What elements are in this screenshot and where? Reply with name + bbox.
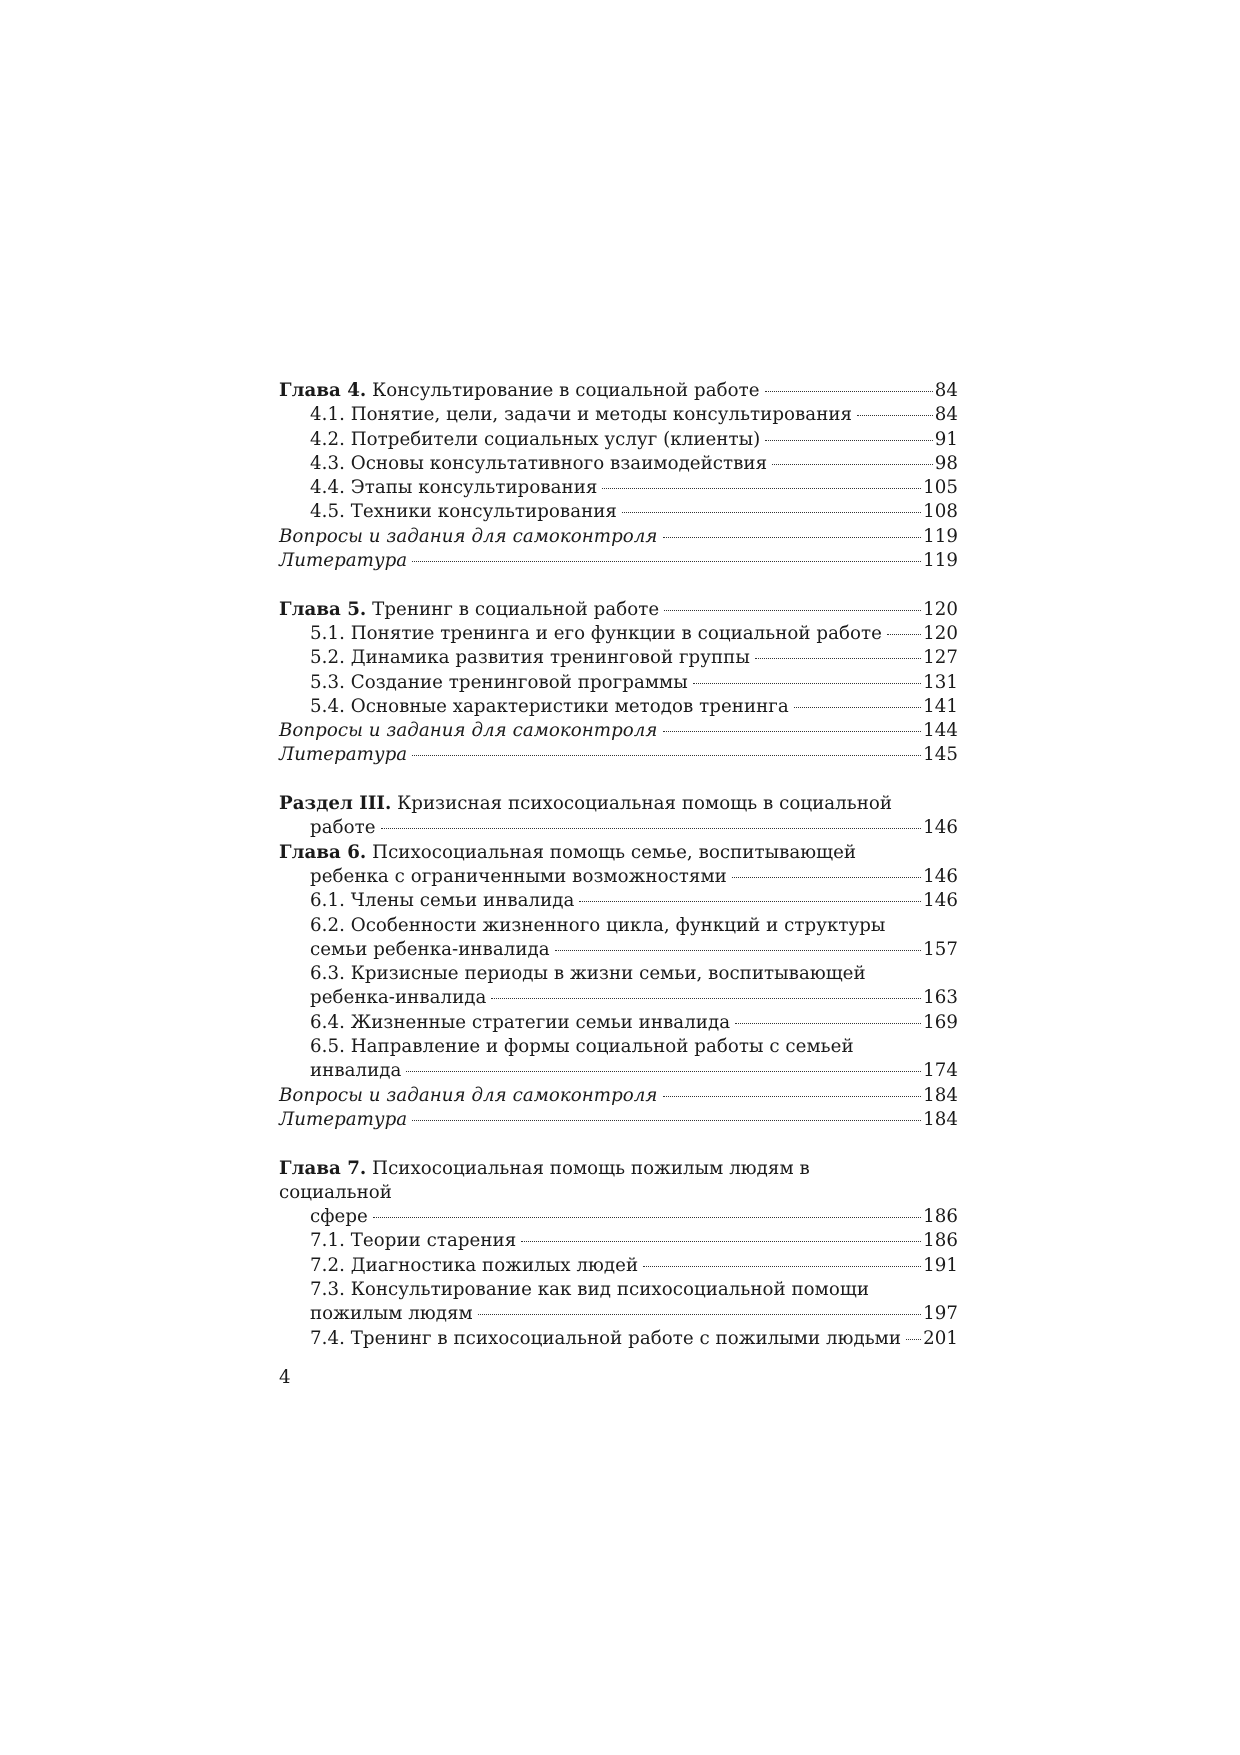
toc-page-number: 119 bbox=[923, 525, 958, 547]
toc-block bbox=[279, 598, 958, 768]
toc-section-entry[interactable] bbox=[279, 671, 958, 695]
dot-leader bbox=[663, 537, 922, 538]
toc-entry-title: 6.3. Кризисные периоды в жизни семьи, воспитывающей bbox=[310, 963, 866, 985]
toc-page-number: 184 bbox=[923, 1084, 958, 1106]
toc-page-number: 141 bbox=[923, 695, 958, 717]
dot-leader bbox=[664, 610, 921, 611]
toc-page-number: 98 bbox=[934, 452, 958, 474]
dot-leader bbox=[406, 1071, 921, 1072]
dot-leader bbox=[602, 488, 921, 489]
toc-block bbox=[279, 792, 958, 1132]
toc-section-entry[interactable] bbox=[279, 1035, 958, 1084]
toc-section-entry[interactable] bbox=[279, 452, 958, 476]
toc-block bbox=[279, 1157, 958, 1351]
dot-leader bbox=[643, 1266, 921, 1267]
dot-leader bbox=[521, 1241, 921, 1242]
dot-leader bbox=[772, 464, 933, 465]
toc-entry-title: 7.2. Диагностика пожилых людей bbox=[310, 1254, 639, 1276]
dot-leader bbox=[906, 1339, 921, 1340]
toc-entry-title: 7.4. Тренинг в психосоциальной работе с пожилыми людьми bbox=[310, 1327, 902, 1349]
toc-entry-title: инвалида bbox=[310, 1060, 402, 1082]
dot-leader bbox=[373, 1217, 921, 1218]
toc-entry-title: 7.3. Консультирование как вид психосоциальной помощи bbox=[310, 1278, 869, 1300]
toc-backmatter-entry[interactable] bbox=[279, 743, 958, 767]
toc-page-number: 119 bbox=[923, 550, 958, 572]
toc-entry-title: 4.2. Потребители социальных услуг (клиенты) bbox=[310, 428, 761, 450]
toc-page-number: 105 bbox=[923, 477, 958, 499]
toc-page-number: 169 bbox=[923, 1011, 958, 1033]
toc-page-number: 197 bbox=[923, 1303, 958, 1325]
dot-leader bbox=[579, 901, 921, 902]
dot-leader bbox=[765, 391, 933, 392]
toc-page-number: 186 bbox=[923, 1206, 958, 1228]
toc-entry-label: Глава 7. bbox=[279, 1157, 367, 1179]
toc-entry-title: 5.4. Основные характеристики методов тренинга bbox=[310, 695, 789, 717]
toc-section-entry[interactable] bbox=[279, 1011, 958, 1035]
toc-chapter-entry[interactable] bbox=[279, 1157, 958, 1230]
toc-section-entry[interactable] bbox=[279, 1327, 958, 1351]
toc-backmatter-entry[interactable] bbox=[279, 549, 958, 573]
dot-leader bbox=[412, 561, 921, 562]
toc-section-entry[interactable] bbox=[279, 476, 958, 500]
toc-page-number: 201 bbox=[923, 1327, 958, 1349]
toc-section-entry[interactable] bbox=[279, 889, 958, 913]
toc-section-entry[interactable] bbox=[279, 428, 958, 452]
toc-chapter-entry[interactable] bbox=[279, 792, 958, 841]
toc-section-entry[interactable] bbox=[279, 646, 958, 670]
dot-leader bbox=[765, 440, 932, 441]
toc-entry-title: 7.1. Теории старения bbox=[310, 1230, 517, 1252]
toc-entry-title: Консультирование в социальной работе bbox=[372, 380, 760, 401]
toc-chapter-entry[interactable] bbox=[279, 379, 958, 403]
dot-leader bbox=[794, 707, 921, 708]
toc-page-number: 131 bbox=[923, 671, 958, 693]
toc-page-number: 84 bbox=[934, 404, 958, 426]
dot-leader bbox=[491, 998, 921, 999]
toc-page-number: 146 bbox=[923, 817, 958, 839]
toc-entry-title: Литература bbox=[279, 744, 408, 766]
toc-page-number: 127 bbox=[923, 647, 958, 669]
dot-leader bbox=[663, 1096, 922, 1097]
toc-entry-title: 6.2. Особенности жизненного цикла, функций и структуры bbox=[310, 914, 886, 936]
toc-entry-title: Вопросы и задания для самоконтроля bbox=[279, 525, 658, 547]
toc-backmatter-entry[interactable] bbox=[279, 1084, 958, 1108]
dot-leader bbox=[732, 877, 921, 878]
toc-section-entry[interactable] bbox=[279, 914, 958, 963]
toc-page-number: 157 bbox=[923, 938, 958, 960]
toc-entry-label: Глава 5. bbox=[279, 598, 367, 620]
dot-leader bbox=[693, 683, 921, 684]
toc-section-entry[interactable] bbox=[279, 622, 958, 646]
dot-leader bbox=[857, 415, 933, 416]
toc-page-number: 146 bbox=[923, 865, 958, 887]
toc-entry-title: 4.4. Этапы консультирования bbox=[310, 477, 598, 499]
toc-section-entry[interactable] bbox=[279, 500, 958, 524]
toc-page-number: 191 bbox=[923, 1254, 958, 1276]
toc-entry-title: сфере bbox=[310, 1206, 368, 1228]
toc-chapter-entry[interactable] bbox=[279, 598, 958, 622]
toc-backmatter-entry[interactable] bbox=[279, 719, 958, 743]
dot-leader bbox=[478, 1314, 921, 1315]
toc-section-entry[interactable] bbox=[279, 1229, 958, 1253]
toc-entry-title: Тренинг в социальной работе bbox=[372, 598, 660, 620]
dot-leader bbox=[663, 731, 922, 732]
toc-entry-title: Кризисная психосоциальная помощь в социальной bbox=[397, 793, 893, 815]
dot-leader bbox=[622, 512, 921, 513]
toc-entry-label: Раздел III. bbox=[279, 793, 392, 815]
toc-section-entry[interactable] bbox=[279, 403, 958, 427]
dot-leader bbox=[381, 828, 922, 829]
dot-leader bbox=[555, 950, 921, 951]
toc-entry-title: Литература bbox=[279, 550, 408, 572]
toc-entry-title: ребенка-инвалида bbox=[310, 987, 487, 1009]
toc-entry-title: 6.4. Жизненные стратегии семьи инвалида bbox=[310, 1011, 731, 1033]
table-of-contents bbox=[279, 379, 958, 1351]
toc-page-number: 108 bbox=[923, 501, 958, 523]
toc-entry-title: ребенка с ограниченными возможностями bbox=[310, 865, 727, 887]
toc-entry-title: Психосоциальная помощь пожилым людям в социальной bbox=[279, 1157, 810, 1203]
toc-page-number: 84 bbox=[934, 380, 958, 401]
toc-entry-title: пожилым людям bbox=[310, 1303, 473, 1325]
toc-entry-title: семьи ребенка-инвалида bbox=[310, 938, 550, 960]
toc-entry-title: 5.3. Создание тренинговой программы bbox=[310, 671, 688, 693]
toc-entry-title: 6.1. Члены семьи инвалида bbox=[310, 890, 575, 912]
toc-page-number: 120 bbox=[923, 598, 958, 620]
toc-section-entry[interactable] bbox=[279, 1254, 958, 1278]
dot-leader bbox=[887, 634, 921, 635]
toc-entry-title: 6.5. Направление и формы социальной работы с семьей bbox=[310, 1036, 854, 1058]
toc-page-number: 91 bbox=[934, 428, 958, 450]
toc-entry-title: Психосоциальная помощь семье, воспитывающей bbox=[372, 841, 857, 863]
toc-entry-title: 5.1. Понятие тренинга и его функции в социальной работе bbox=[310, 622, 882, 644]
toc-section-entry[interactable] bbox=[279, 695, 958, 719]
toc-backmatter-entry[interactable] bbox=[279, 1108, 958, 1132]
toc-entry-title: работе bbox=[310, 817, 376, 839]
toc-section-entry[interactable] bbox=[279, 962, 958, 1011]
toc-page-number: 186 bbox=[923, 1230, 958, 1252]
toc-backmatter-entry[interactable] bbox=[279, 525, 958, 549]
toc-entry-label: Глава 4. bbox=[279, 380, 367, 401]
toc-entry-title: Вопросы и задания для самоконтроля bbox=[279, 1084, 658, 1106]
toc-block bbox=[279, 379, 958, 573]
toc-entry-label: Глава 6. bbox=[279, 841, 367, 863]
toc-page-number: 144 bbox=[923, 720, 958, 742]
toc-section-entry[interactable] bbox=[279, 1278, 958, 1327]
toc-page-number: 184 bbox=[923, 1108, 958, 1130]
toc-page-number: 120 bbox=[923, 622, 958, 644]
dot-leader bbox=[412, 755, 921, 756]
toc-entry-title: 4.3. Основы консультативного взаимодействия bbox=[310, 452, 768, 474]
toc-page-number: 174 bbox=[923, 1060, 958, 1082]
toc-entry-title: Литература bbox=[279, 1108, 408, 1130]
toc-entry-title: Вопросы и задания для самоконтроля bbox=[279, 720, 658, 742]
toc-chapter-entry[interactable] bbox=[279, 841, 958, 890]
toc-entry-title: 4.1. Понятие, цели, задачи и методы консультирования bbox=[310, 404, 853, 426]
toc-page-number: 163 bbox=[923, 987, 958, 1009]
dot-leader bbox=[755, 658, 921, 659]
page-number: 4 bbox=[279, 1367, 291, 1388]
dot-leader bbox=[412, 1120, 921, 1121]
dot-leader bbox=[735, 1023, 921, 1024]
toc-page-number: 145 bbox=[923, 744, 958, 766]
toc-entry-title: 5.2. Динамика развития тренинговой группы bbox=[310, 647, 750, 669]
toc-entry-title: 4.5. Техники консультирования bbox=[310, 501, 617, 523]
toc-page-number: 146 bbox=[923, 890, 958, 912]
